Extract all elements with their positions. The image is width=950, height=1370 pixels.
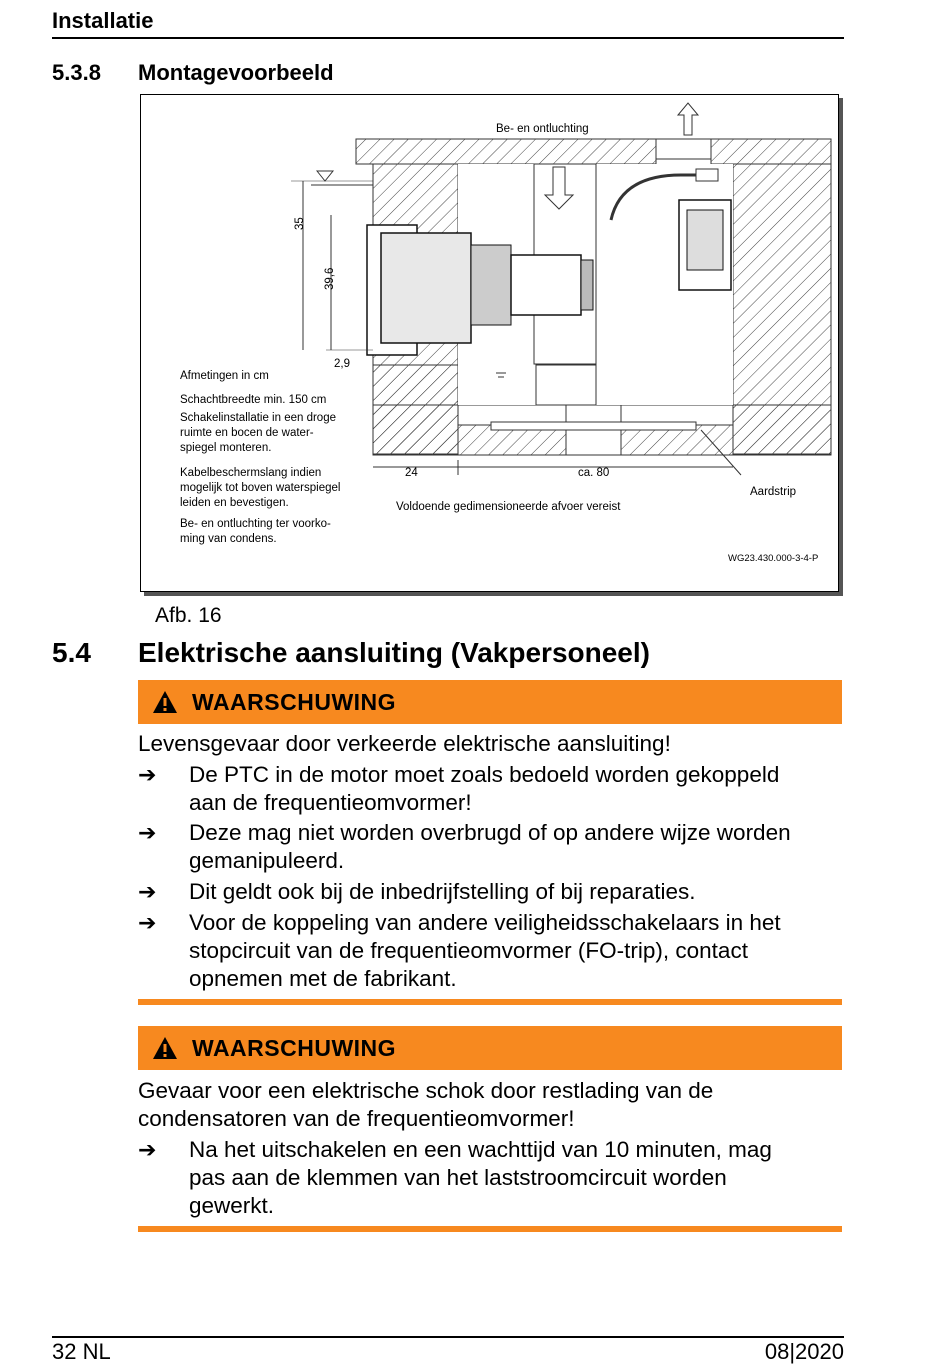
item-line: opnemen met de fabrikant.: [189, 966, 457, 991]
warning-label-1: WAARSCHUWING: [192, 689, 397, 715]
note-line-1: Schakelinstallatie in een droge: [180, 412, 336, 424]
intro-line: Gevaar voor een elektrische schok door restlading van de: [138, 1078, 714, 1103]
warning1-item-1: [189, 761, 839, 817]
note-line-6: leiden en bevestigen.: [180, 497, 289, 509]
warning-triangle-icon: [152, 690, 178, 719]
item-line: Voor de koppeling van andere veiligheidsschakelaars in het: [189, 910, 781, 935]
warning-banner-2: [138, 1026, 842, 1070]
item-line: stopcircuit van de frequentieomvormer (FO-trip), contact: [189, 938, 748, 963]
dim-2-9: 2,9: [334, 358, 350, 370]
item-line: Dit geldt ook bij de inbedrijfstelling of bij reparaties.: [189, 879, 696, 904]
note-line-4: Kabelbeschermslang indien: [180, 467, 322, 479]
footer-rule: [52, 1336, 844, 1338]
item-line: aan de frequentieomvormer!: [189, 790, 472, 815]
item-line: pas aan de klemmen van het laststroomcircuit worden: [189, 1165, 727, 1190]
item-line: gemanipuleerd.: [189, 848, 345, 873]
section-title: Montagevoorbeeld: [138, 60, 334, 85]
item-line: Deze mag niet worden overbrugd of op andere wijze worden: [189, 820, 791, 845]
item-line: Na het uitschakelen en een wachttijd van 10 minuten, mag: [189, 1137, 772, 1162]
note-line-8: ming van condens.: [180, 533, 277, 545]
dim-80: ca. 80: [578, 467, 610, 479]
warning1-end-rule: [138, 999, 842, 1005]
arrow-right-icon: ➔: [138, 820, 157, 845]
edition-date: 08|2020: [764, 1339, 844, 1364]
warning1-item-4: [189, 909, 839, 993]
header-title: Installatie: [52, 8, 154, 33]
warning2-end-rule: [138, 1226, 842, 1232]
figure-caption: Afb. 16: [155, 604, 222, 627]
section2-number: 5.4: [52, 637, 91, 668]
note-units: Afmetingen in cm: [180, 370, 269, 382]
page-number: 32 NL: [52, 1339, 111, 1364]
dim-39-6: 39,6: [324, 267, 336, 290]
warning2-item-1: [189, 1136, 839, 1220]
drain-label: Voldoende gedimensioneerde afvoer vereist: [396, 501, 621, 513]
arrow-right-icon: ➔: [138, 879, 157, 904]
note-line-5: mogelijk tot boven waterspiegel: [180, 482, 341, 494]
warning-label-2: WAARSCHUWING: [192, 1035, 397, 1061]
dim-24: 24: [405, 467, 418, 479]
warning-triangle-icon: [152, 1036, 178, 1065]
note-line-7: Be- en ontluchting ter voorko-: [180, 518, 331, 530]
warning-banner-1: [138, 680, 842, 724]
note-line-3: spiegel monteren.: [180, 442, 272, 454]
note-shaft-width: Schachtbreedte min. 150 cm: [180, 394, 327, 406]
item-line: gewerkt.: [189, 1193, 275, 1218]
warning1-item-2: [189, 819, 839, 875]
drawing-code: WG23.430.000-3-4-P: [728, 553, 819, 564]
arrow-right-icon: ➔: [138, 1137, 157, 1162]
item-line: De PTC in de motor moet zoals bedoeld worden gekoppeld: [189, 762, 780, 787]
arrow-right-icon: ➔: [138, 762, 157, 787]
warning1-intro: Levensgevaar door verkeerde elektrische aansluiting!: [138, 731, 671, 756]
section-number: 5.3.8: [52, 60, 101, 85]
installation-figure: [140, 94, 839, 592]
warning1-item-3: [189, 878, 839, 906]
vent-label: Be- en ontluchting: [496, 123, 589, 135]
warning2-intro: [138, 1077, 713, 1133]
intro-line: condensatoren van de frequentieomvormer!: [138, 1106, 575, 1131]
note-line-2: ruimte en bocen de water-: [180, 427, 314, 439]
earth-strip-label: Aardstrip: [750, 486, 797, 498]
arrow-right-icon: ➔: [138, 910, 157, 935]
dim-35: 35: [294, 217, 306, 230]
header-rule: [52, 37, 844, 39]
section2-title: Elektrische aansluiting (Vakpersoneel): [138, 637, 650, 668]
